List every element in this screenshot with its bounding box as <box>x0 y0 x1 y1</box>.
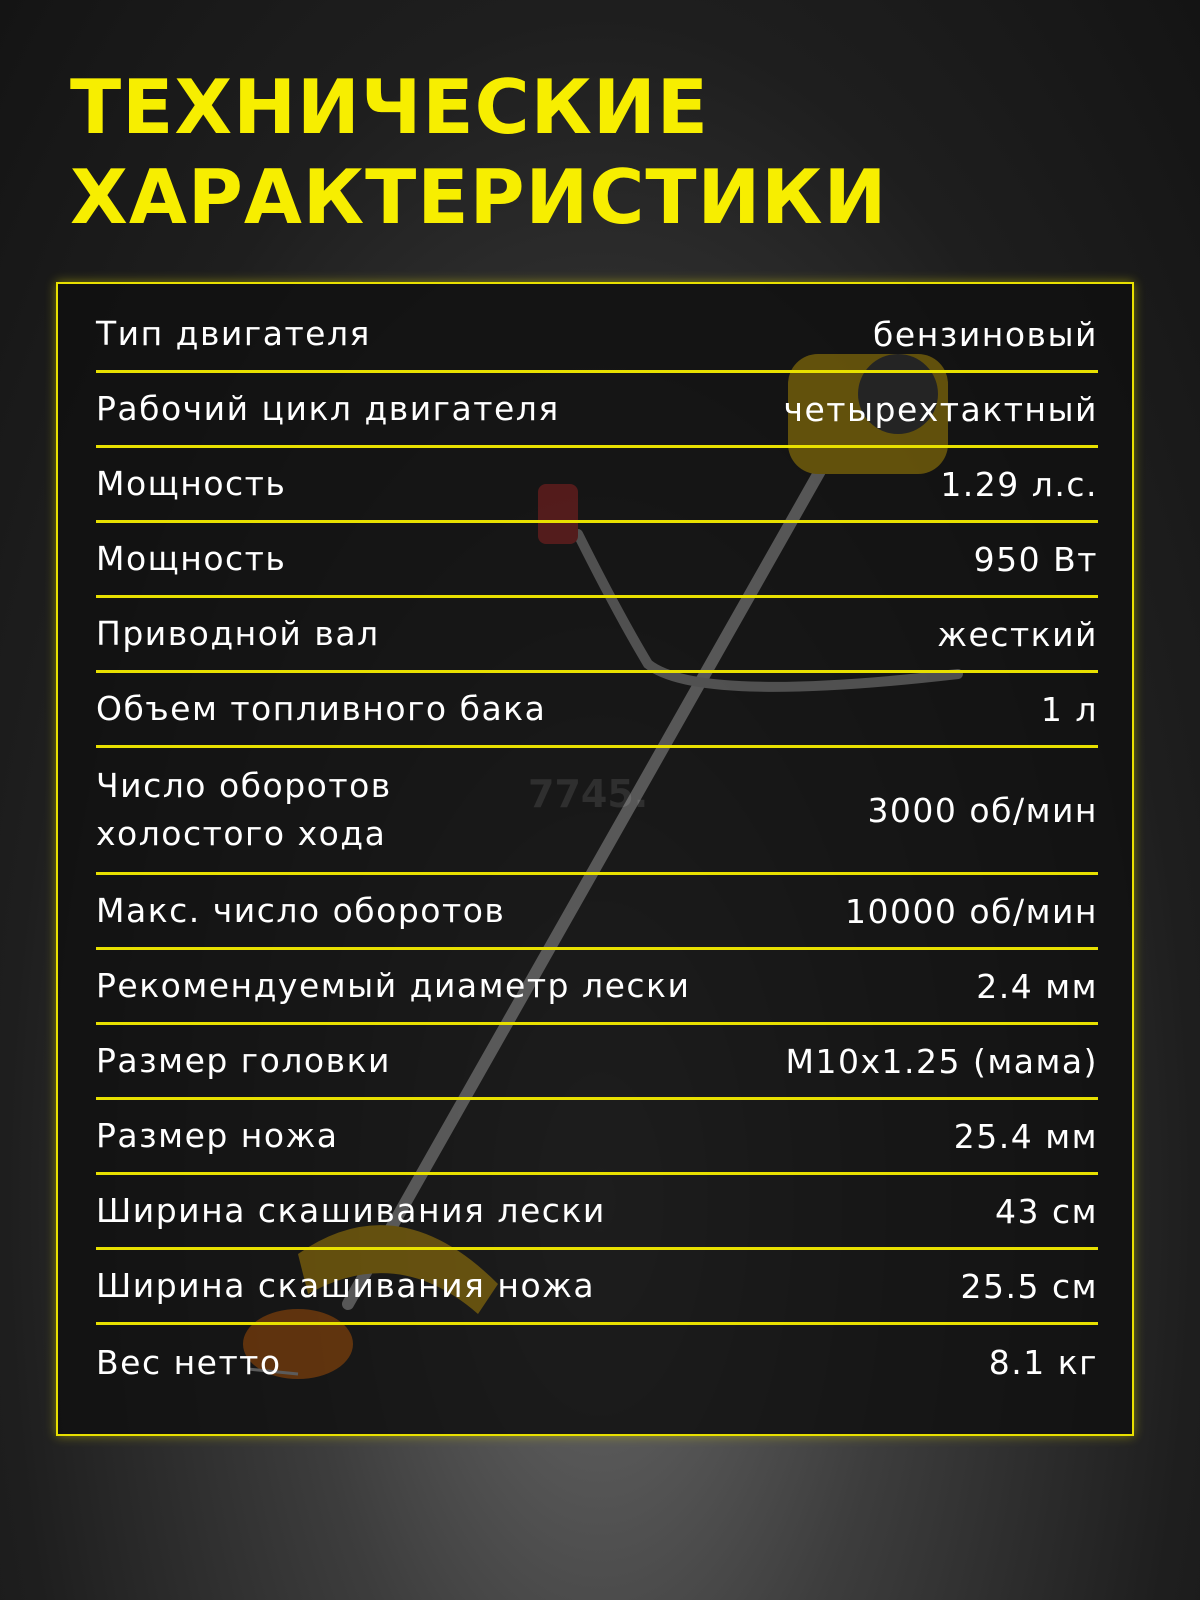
spec-panel <box>56 282 1134 1436</box>
spec-label: Мощность <box>96 539 287 578</box>
spec-label: Макс. число оборотов <box>96 891 506 930</box>
spec-value: 8.1 кг <box>988 1343 1098 1382</box>
spec-row <box>96 673 1098 748</box>
spec-value: бензиновый <box>873 314 1098 354</box>
spec-label: Число оборотов холостого хода <box>96 766 392 853</box>
spec-value: четырехтактный <box>783 389 1098 429</box>
spec-label: Приводной вал <box>96 614 380 653</box>
spec-row <box>96 748 1098 875</box>
spec-label: Рекомендуемый диаметр лески <box>96 966 691 1005</box>
spec-value: 1 л <box>1040 689 1098 729</box>
spec-row <box>96 298 1098 373</box>
spec-value: 1.29 л.с. <box>940 464 1098 504</box>
spec-row <box>96 1175 1098 1250</box>
spec-row <box>96 875 1098 950</box>
spec-table <box>96 298 1098 1400</box>
spec-row <box>96 598 1098 673</box>
spec-value: 25.5 см <box>960 1266 1098 1306</box>
spec-row <box>96 1250 1098 1325</box>
spec-label: Размер головки <box>96 1041 391 1080</box>
spec-value: 25.4 мм <box>953 1116 1098 1156</box>
spec-value: 950 Вт <box>973 539 1098 579</box>
spec-row <box>96 1100 1098 1175</box>
title-line-1: ТЕХНИЧЕСКИЕ <box>70 63 709 151</box>
spec-label: Объем топливного бака <box>96 689 547 728</box>
spec-row <box>96 448 1098 523</box>
spec-row <box>96 1325 1098 1400</box>
spec-label: Размер ножа <box>96 1116 339 1155</box>
spec-row <box>96 950 1098 1025</box>
spec-label: Мощность <box>96 464 287 503</box>
spec-row <box>96 1025 1098 1100</box>
spec-row <box>96 373 1098 448</box>
spec-label: Вес нетто <box>96 1342 282 1382</box>
watermark: 7745. <box>528 772 649 816</box>
spec-value: 10000 об/мин <box>844 891 1098 931</box>
spec-value: M10x1.25 (мама) <box>785 1041 1098 1081</box>
spec-label: Ширина скашивания ножа <box>96 1266 596 1305</box>
spec-value: 43 см <box>994 1191 1098 1231</box>
spec-value: 2.4 мм <box>976 966 1098 1006</box>
page-title <box>70 62 887 242</box>
title-line-2: ХАРАКТЕРИСТИКИ <box>70 153 888 241</box>
spec-value: жесткий <box>937 614 1098 654</box>
spec-row <box>96 523 1098 598</box>
spec-value: 3000 об/мин <box>867 790 1098 830</box>
spec-label: Тип двигателя <box>96 314 371 353</box>
spec-label: Рабочий цикл двигателя <box>96 389 560 428</box>
spec-label: Ширина скашивания лески <box>96 1191 606 1230</box>
